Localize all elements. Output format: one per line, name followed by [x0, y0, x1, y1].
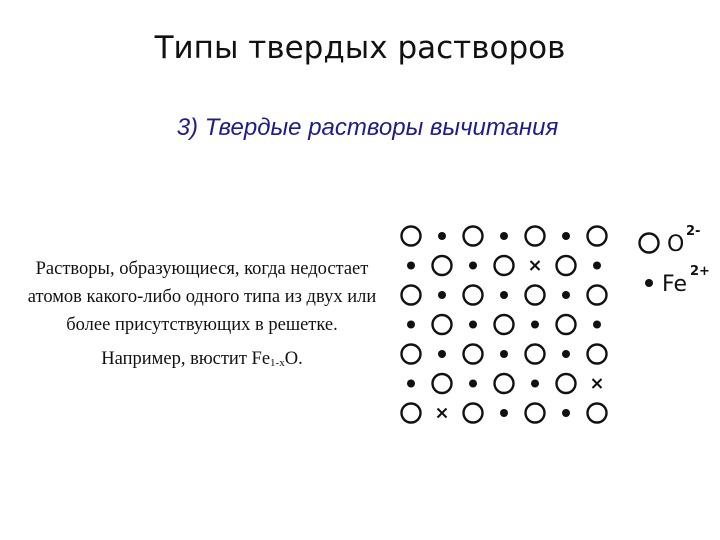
legend-label: Fe: [662, 272, 687, 297]
legend-charge: 2-: [686, 224, 701, 239]
iron-atom: [531, 380, 539, 388]
iron-atom: [562, 350, 570, 358]
example-suffix: O.: [284, 349, 303, 369]
oxygen-atom: [526, 227, 545, 246]
example-subscript: 1-x: [270, 357, 285, 369]
legend-iron-atom: [645, 279, 653, 287]
oxygen-atom: [557, 374, 576, 393]
oxygen-atom: [433, 256, 452, 275]
iron-atom: [500, 350, 508, 358]
oxygen-atom: [526, 286, 545, 305]
oxygen-atom: [526, 345, 545, 364]
oxygen-atom: [526, 404, 545, 423]
oxygen-atom: [433, 374, 452, 393]
oxygen-atom: [495, 315, 514, 334]
iron-atom: [500, 232, 508, 240]
iron-atom: [438, 232, 446, 240]
legend-charge: 2+: [690, 264, 710, 279]
slide-title: Типы твердых растворов: [154, 30, 566, 66]
iron-atom: [562, 232, 570, 240]
iron-atom: [500, 409, 508, 417]
oxygen-atom: [495, 374, 514, 393]
oxygen-atom: [402, 286, 421, 305]
oxygen-atom: [464, 286, 483, 305]
iron-atom: [500, 291, 508, 299]
vacancy-mark: [531, 261, 540, 270]
iron-atom: [407, 321, 415, 329]
iron-atom: [593, 321, 601, 329]
iron-atom: [469, 380, 477, 388]
iron-atom: [562, 291, 570, 299]
vacancy-mark: [593, 379, 602, 388]
oxygen-atom: [588, 404, 607, 423]
oxygen-atom: [588, 286, 607, 305]
oxygen-atom: [557, 315, 576, 334]
oxygen-atom: [495, 256, 514, 275]
oxygen-atom: [464, 227, 483, 246]
slide-subtitle: 3) Твердые растворы вычитания: [176, 114, 559, 141]
example-prefix: Например, вюстит Fe: [101, 349, 271, 369]
oxygen-atom: [433, 315, 452, 334]
oxygen-atom: [557, 256, 576, 275]
oxygen-atom: [588, 345, 607, 364]
oxygen-atom: [402, 404, 421, 423]
iron-atom: [531, 321, 539, 329]
iron-atom: [593, 262, 601, 270]
oxygen-atom: [464, 404, 483, 423]
oxygen-atom: [402, 345, 421, 364]
iron-atom: [438, 291, 446, 299]
vacancy-mark: [438, 409, 447, 418]
iron-atom: [438, 350, 446, 358]
iron-atom: [469, 262, 477, 270]
legend-label: O: [667, 232, 685, 257]
oxygen-atom: [402, 227, 421, 246]
oxygen-atom: [464, 345, 483, 364]
description-text: Растворы, образующиеся, когда недостает атомов какого-либо одного типа из двух или более присутствующих в решетке.: [27, 259, 377, 335]
iron-atom: [469, 321, 477, 329]
iron-atom: [407, 262, 415, 270]
iron-atom: [407, 380, 415, 388]
iron-atom: [562, 409, 570, 417]
oxygen-atom: [588, 227, 607, 246]
legend-oxygen-atom: [640, 234, 659, 253]
